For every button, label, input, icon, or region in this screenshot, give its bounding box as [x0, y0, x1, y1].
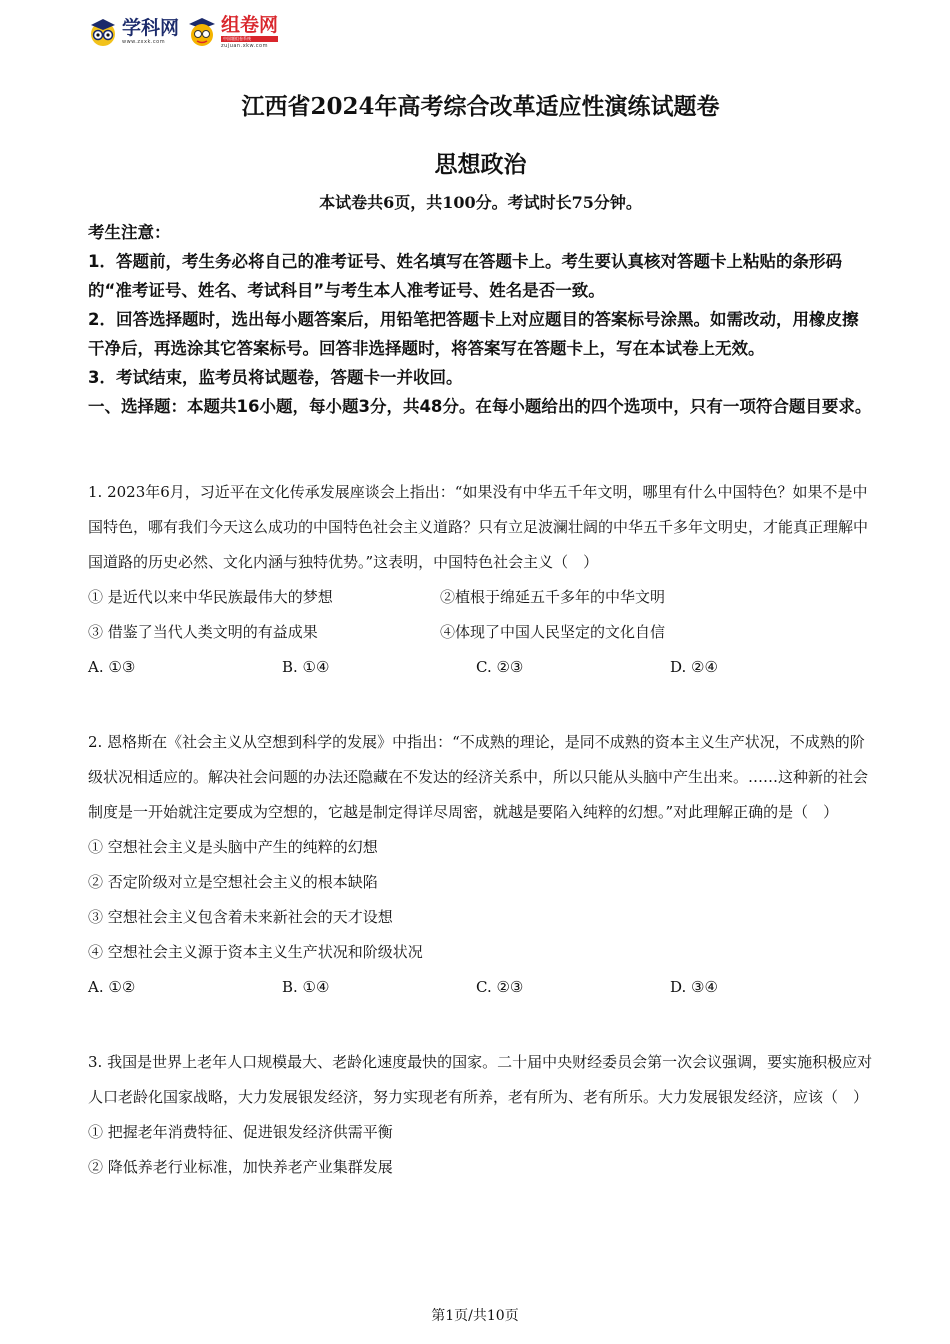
choice-b[interactable]: B. ①④: [282, 658, 330, 676]
notice-item: 2．回答选择题时，选出每小题答案后，用铅笔把答题卡上对应题目的答案标号涂黑。如需改动，用橡皮擦干净后，再选涂其它答案标号。回答非选择题时，将答案写在答题卡上，写在本试卷上无效。: [88, 310, 859, 358]
owl-mascot-icon: [86, 15, 120, 49]
choice-c[interactable]: C. ②③: [476, 978, 524, 996]
statement: ④ 空想社会主义源于资本主义生产状况和阶级状况: [88, 943, 423, 961]
candidate-notice: [88, 218, 873, 421]
statement: ③ 空想社会主义包含着未来新社会的天才设想: [88, 908, 393, 926]
logo1-url: www.zxxk.com: [122, 39, 166, 45]
logo2-name: 组卷网: [221, 13, 279, 36]
question-2: [88, 725, 873, 1005]
statement-row: [88, 615, 873, 650]
xuekewang-logo[interactable]: [86, 15, 179, 49]
question-1: [88, 475, 873, 685]
header-logos: [86, 12, 284, 52]
choice-c[interactable]: C. ②③: [476, 658, 524, 676]
statement: ②植根于绵延五千多年的中华文明: [440, 588, 666, 606]
statement: ① 空想社会主义是头脑中产生的纯粹的幻想: [88, 838, 378, 856]
choice-b[interactable]: B. ①④: [282, 978, 330, 996]
statement: ① 把握老年消费特征、促进银发经济供需平衡: [88, 1123, 393, 1141]
logo1-name: 学科网: [122, 17, 180, 39]
statement-row: [88, 580, 873, 615]
logo2-tag: 中国题组卷系统: [221, 36, 278, 42]
page-number: 第1页/共10页: [431, 1308, 519, 1324]
statement: ① 是近代以来中华民族最伟大的梦想: [88, 588, 333, 606]
logo2-url: zujuan.xkw.com: [221, 42, 268, 49]
statement: ④体现了中国人民坚定的文化自信: [440, 623, 666, 641]
choice-a[interactable]: A. ①②: [88, 978, 136, 996]
exam-subject: 思想政治: [434, 151, 527, 178]
statement: ② 否定阶级对立是空想社会主义的根本缺陷: [88, 873, 378, 891]
student-mascot-icon: [185, 15, 219, 49]
statement: ③ 借鉴了当代人类文明的有益成果: [88, 623, 318, 641]
question-stem: 2. 恩格斯在《社会主义从空想到科学的发展》中指出：“不成熟的理论，是同不成熟的资本主义生产状况，不成熟的阶级状况相适应的。解决社会问题的办法还隐藏在不发达的经济关系中，所以只能从头脑中产生出来。……这种新的社会制度是一开始就注定要成为空想的，它越是制定得详尽周密，就越是要陷入纯粹的幻想。”对此理解正确的是（ ）: [88, 733, 869, 821]
choice-a[interactable]: A. ①③: [88, 658, 136, 676]
choice-d[interactable]: D. ③④: [670, 978, 718, 996]
section-heading: 一、选择题：本题共16小题，每小题3分，共48分。在每小题给出的四个选项中，只有一项符合题目要求。: [88, 397, 872, 416]
question-stem: 3. 我国是世界上老年人口规模最大、老龄化速度最快的国家。二十届中央财经委员会第一次会议强调，要实施积极应对人口老龄化国家战略，大力发展银发经济，努力实现老有所养，老有所为、老有所乐。大力发展银发经济，应该（ ）: [88, 1053, 873, 1106]
choice-row: [88, 970, 873, 1005]
notice-heading: 考生注意：: [88, 223, 171, 242]
question-stem: 1. 2023年6月，习近平在文化传承发展座谈会上指出：“如果没有中华五千年文明，哪里有什么中国特色？如果不是中国特色，哪有我们今天这么成功的中国特色社会主义道路？只有立足波澜壮阔的中华五千多年文明史，才能真正理解中国道路的历史必然、文化内涵与独特优势。”这表明，中国特色社会主义（ ）: [88, 483, 869, 571]
statement: ② 降低养老行业标准，加快养老产业集群发展: [88, 1158, 393, 1176]
question-3: [88, 1045, 873, 1185]
choice-row: [88, 650, 873, 685]
notice-item: 1．答题前，考生务必将自己的准考证号、姓名填写在答题卡上。考生要认真核对答题卡上粘贴的条形码的“准考证号、姓名、考试科目”与考生本人准考证号、姓名是否一致。: [88, 252, 842, 300]
notice-item: 3．考试结束，监考员将试题卷，答题卡一并收回。: [88, 368, 463, 387]
exam-info: 本试卷共6页，共100分。考试时长75分钟。: [319, 193, 642, 212]
choice-d[interactable]: D. ②④: [670, 658, 718, 676]
zujuanwang-logo[interactable]: [185, 15, 278, 49]
exam-title: 江西省2024年高考综合改革适应性演练试题卷: [241, 93, 720, 120]
